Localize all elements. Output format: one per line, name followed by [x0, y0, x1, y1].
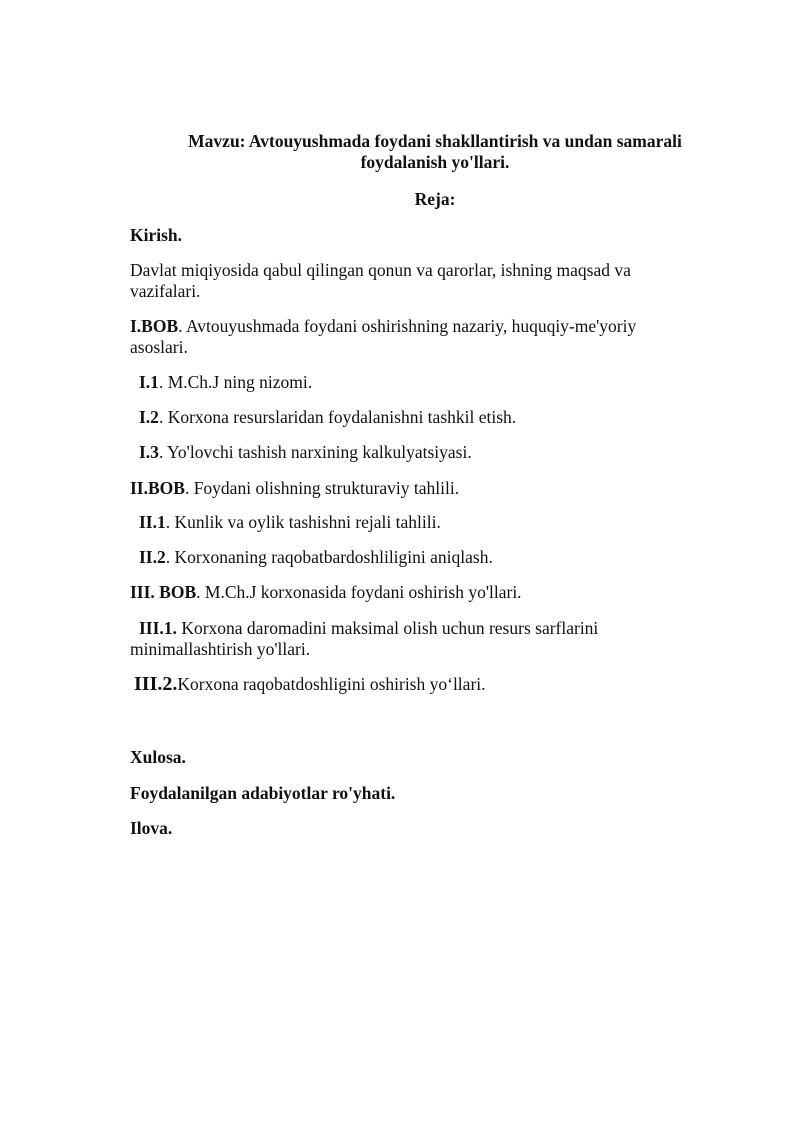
- section-2-2: [130, 547, 714, 568]
- section-number: III.1.: [139, 618, 177, 638]
- section-title: Korxona raqobatdoshligini oshirish yo‘llari.: [177, 674, 486, 694]
- section-number: II.2: [139, 547, 166, 567]
- intro-text-line-1: Davlat miqiyosida qabul qilingan qonun va qarorlar, ishning maqsad va: [130, 260, 631, 280]
- chapter-3: [130, 582, 705, 603]
- intro-text-line-2: vazifalari.: [130, 281, 201, 301]
- section-number: I.1: [139, 372, 159, 392]
- plan-heading: Reja:: [414, 189, 456, 209]
- document-title: [130, 131, 740, 173]
- section-2-1: [130, 512, 714, 533]
- chapter-1: [130, 316, 705, 358]
- section-1-1: [130, 372, 714, 393]
- chapter-3-number: III. BOB: [130, 582, 197, 602]
- section-number: III.2.: [134, 673, 178, 695]
- intro-heading: Kirish.: [130, 225, 183, 245]
- chapter-1-number: I.BOB: [130, 316, 179, 336]
- section-3-2: [134, 674, 709, 695]
- chapter-2-title: . Foydani olishning strukturaviy tahlili.: [184, 478, 460, 498]
- section-3-1: [130, 618, 705, 660]
- title-line-1: Mavzu: Avtouyushmada foydani shakllantirish va undan samarali: [188, 131, 682, 151]
- title-line-2: foydalanish yo'llari.: [360, 152, 510, 172]
- intro-text: [130, 260, 705, 302]
- section-title-line-1: Korxona daromadini maksimal olish uchun resurs sarflarini: [176, 618, 599, 638]
- references-heading: Foydalanilgan adabiyotlar ro'yhati.: [130, 783, 396, 803]
- section-title: . Korxona resurslaridan foydalanishni tashkil etish.: [158, 407, 517, 427]
- chapter-1-title-line-1: . Avtouyushmada foydani oshirishning nazariy, huquqiy-me'yoriy: [178, 316, 637, 336]
- section-number: I.2: [139, 407, 159, 427]
- conclusion-heading: Xulosa.: [130, 747, 186, 767]
- section-1-3: [130, 442, 714, 463]
- section-1-2: [130, 407, 714, 428]
- section-title: . Korxonaning raqobatbardoshliligini aniqlash.: [165, 547, 493, 567]
- section-title: . Yo'lovchi tashish narxining kalkulyatsiyasi.: [158, 442, 472, 462]
- section-number: II.1: [139, 512, 166, 532]
- chapter-2-number: II.BOB: [130, 478, 185, 498]
- section-number: I.3: [139, 442, 159, 462]
- appendix-heading: Ilova.: [130, 818, 173, 838]
- chapter-3-title: . M.Ch.J korxonasida foydani oshirish yo'llari.: [196, 582, 522, 602]
- chapter-2: [130, 478, 705, 499]
- section-title: . Kunlik va oylik tashishni rejali tahlili.: [165, 512, 441, 532]
- section-title-line-2: minimallashtirish yo'llari.: [130, 639, 311, 659]
- section-title: . M.Ch.J ning nizomi.: [158, 372, 313, 392]
- chapter-1-title-line-2: asoslari.: [130, 337, 188, 357]
